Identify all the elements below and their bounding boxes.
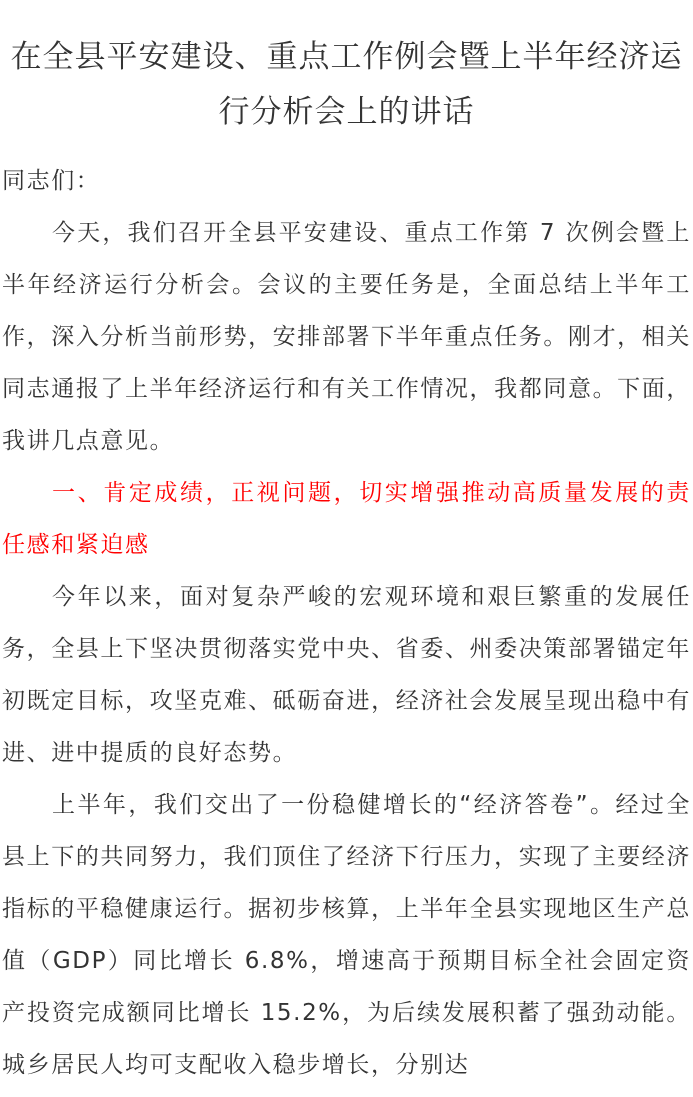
salutation: 同志们： xyxy=(2,168,101,194)
document-title: 在全县平安建设、重点工作例会暨上半年经济运行分析会上的讲话 xyxy=(10,39,683,130)
paragraph-intro: 今天，我们召开全县平安建设、重点工作第 7 次例会暨上半年经济运行分析会。会议的主要任务是，全面总结上半年工作，深入分析当前形势，安排部署下半年重点任务。刚才，相关同志通报了上半年经济运行和有关工作情况，我都同意。下面，我讲几点意见。 xyxy=(2,220,691,454)
paragraph-overview: 今年以来，面对复杂严峻的宏观环境和艰巨繁重的发展任务，全县上下坚决贯彻落实党中央、省委、州委决策部署锚定年初既定目标，攻坚克难、砥砺奋进，经济社会发展呈现出稳中有进、进中提质的良好态势。 xyxy=(2,584,691,766)
document-body xyxy=(2,155,691,1091)
section-heading-1: 一、肯定成绩，正视问题，切实增强推动高质量发展的责任感和紧迫感 xyxy=(2,480,691,558)
paragraph-economy: 上半年，我们交出了一份稳健增长的“经济答卷”。经过全县上下的共同努力，我们顶住了经济下行压力，实现了主要经济指标的平稳健康运行。据初步核算，上半年全县实现地区生产总值（GDP）同比增长 6.8%，增速高于预期目标全社会固定资产投资完成额同比增长 15.2%，为后续发展积蓄了强劲动能。城乡居民人均可支配收入稳步增长，分别达 xyxy=(2,792,691,1078)
